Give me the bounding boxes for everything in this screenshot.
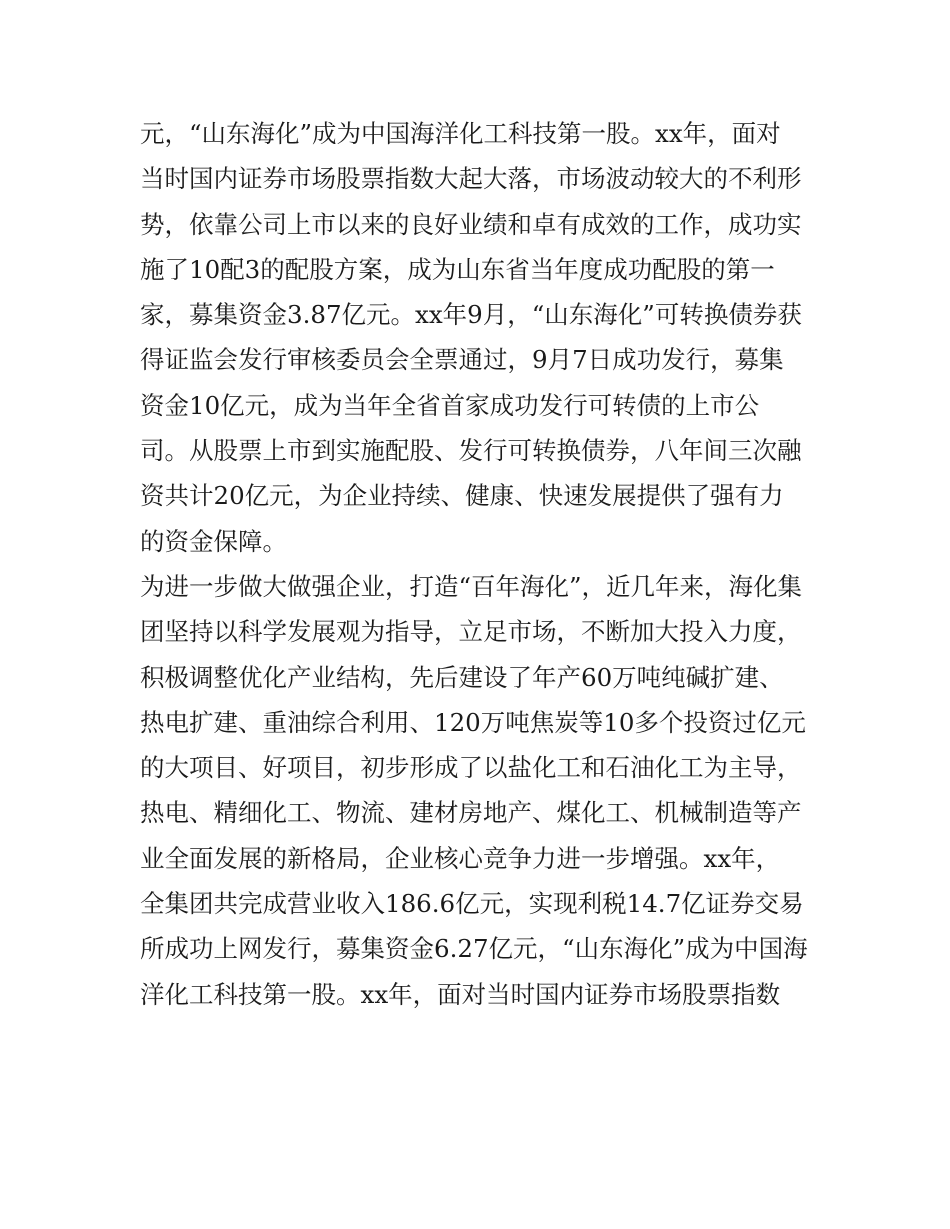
text-line: 司。从股票上市到实施配股、发行可转换债券，八年间三次融 — [140, 436, 802, 466]
text-line: 热电扩建、重油综合利用、120万吨焦炭等10多个投资过亿元 — [140, 707, 806, 737]
text-line: 当时国内证券市场股票指数大起大落，市场波动较大的不利形 — [140, 164, 802, 194]
text-line: 资共计20亿元，为企业持续、健康、快速发展提供了强有力 — [140, 481, 784, 511]
text-line: 为进一步做大做强企业，打造“百年海化”，近几年来，海化集 — [140, 571, 803, 601]
text-line: 团坚持以科学发展观为指导，立足市场，不断加大投入力度， — [140, 617, 802, 647]
text-line: 热电、精细化工、物流、建材房地产、煤化工、机械制造等产 — [140, 798, 802, 828]
text-line: 家，募集资金3.87亿元。xx年9月，“山东海化”可转换债券获 — [140, 300, 802, 330]
text-line: 资金10亿元，成为当年全省首家成功发行可转债的上市公 — [140, 390, 760, 420]
text-line: 全集团共完成营业收入186.6亿元，实现利税14.7亿证券交易 — [140, 889, 804, 919]
text-line: 的大项目、好项目，初步形成了以盐化工和石油化工为主导， — [140, 753, 802, 783]
text-line: 得证监会发行审核委员会全票通过，9月7日成功发行，募集 — [140, 345, 784, 375]
text-line: 势，依靠公司上市以来的良好业绩和卓有成效的工作，成功实 — [140, 209, 802, 239]
text-line: 的资金保障。 — [140, 526, 287, 556]
text-line: 元，“山东海化”成为中国海洋化工科技第一股。xx年，面对 — [140, 119, 781, 148]
text-line: 积极调整优化产业结构，先后建设了年产60万吨纯碱扩建、 — [140, 662, 784, 692]
text-line: 业全面发展的新格局，企业核心竞争力进一步增强。xx年， — [140, 843, 781, 873]
text-line: 施了10配3的配股方案，成为山东省当年度成功配股的第一 — [140, 254, 775, 284]
body-text — [140, 111, 820, 1017]
text-line: 洋化工科技第一股。xx年，面对当时国内证券市场股票指数 — [140, 979, 781, 1009]
text-line: 所成功上网发行，募集资金6.27亿元，“山东海化”成为中国海 — [140, 934, 808, 964]
